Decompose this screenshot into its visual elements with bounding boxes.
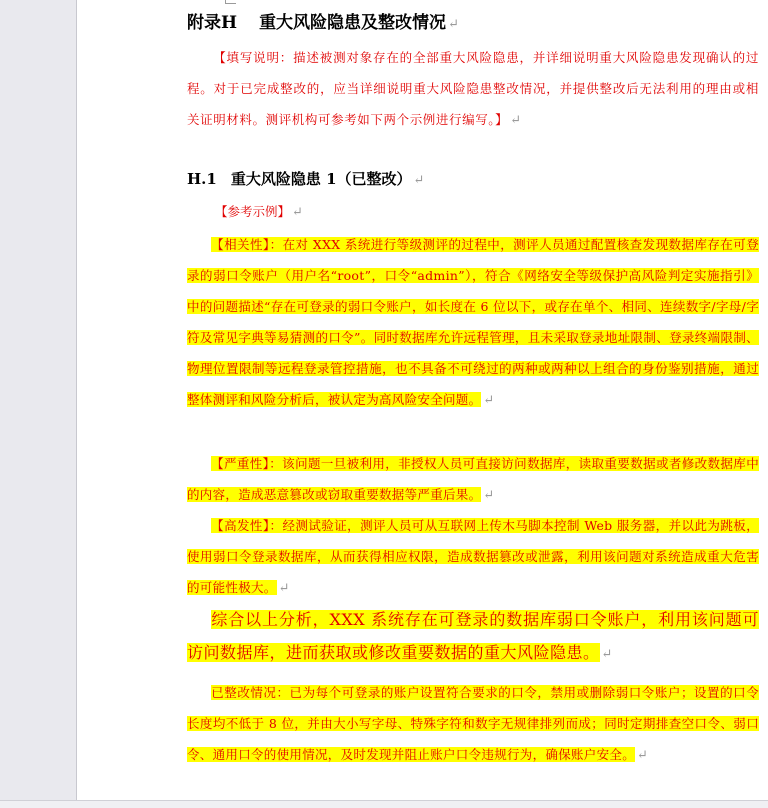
page-corner-mark xyxy=(225,0,236,4)
paragraph-mark-icon: ↵ xyxy=(483,393,495,408)
paragraph-mark-icon: ↵ xyxy=(483,488,495,503)
paragraph-mark-icon: ↵ xyxy=(413,173,425,188)
paragraph-mark-icon: ↵ xyxy=(637,748,649,763)
summary-paragraph[interactable] xyxy=(187,603,759,671)
section-heading[interactable] xyxy=(187,168,424,189)
fill-instruction-text: 【填写说明：描述被测对象存在的全部重大风险隐患，并详细说明重大风险隐患发现确认的过程。对于已完成整改的，应当详细说明重大风险隐患整改情况，并提供整改后无法利用的理由或相关证明材料。测评机构可参考如下两个示例进行编写。】 xyxy=(187,50,759,127)
summary-text: 综合以上分析，XXX 系统存在可登录的数据库弱口令账户，利用该问题可访问数据库，进而获取或修改重要数据的重大风险隐患。 xyxy=(187,610,759,662)
severity-text: 【严重性】：该问题一旦被利用，非授权人员可直接访问数据库，读取重要数据或者修改数据库中的内容，造成恶意篡改或窃取重要数据等严重后果。 xyxy=(187,456,759,502)
appendix-title: 重大风险隐患及整改情况 xyxy=(259,13,447,33)
paragraph-mark-icon: ↵ xyxy=(601,647,613,662)
paragraph-mark-icon: ↵ xyxy=(510,113,522,128)
likelihood-text: 【高发性】：经测试验证，测评人员可从互联网上传木马脚本控制 Web 服务器，并以此为跳板，使用弱口令登录数据库，从而获得相应权限，造成数据篡改或泄露，利用该问题对系统造成重大危害的可能性极大。 xyxy=(187,518,759,595)
fill-instruction[interactable] xyxy=(187,42,759,136)
section-title: 重大风险隐患 1（已整改） xyxy=(230,170,412,188)
left-margin-panel xyxy=(0,0,76,807)
likelihood-paragraph[interactable] xyxy=(187,510,759,604)
section-label: H.1 xyxy=(187,170,217,188)
reference-example-label[interactable]: 【参考示例】 ↵ xyxy=(215,204,303,220)
paragraph-mark-icon: ↵ xyxy=(292,205,303,220)
rectified-paragraph[interactable] xyxy=(187,677,759,771)
appendix-label: 附录H xyxy=(187,13,238,33)
document-page[interactable] xyxy=(76,0,768,807)
paragraph-mark-icon: ↵ xyxy=(448,17,459,32)
rectified-text: 已整改情况：已为每个可登录的账户设置符合要求的口令，禁用或删除弱口令账户；设置的口令长度均不低于 8 位，并由大小写字母、特殊字符和数字无规律排列而成；同时定期排查空口令、弱口令、通用口令的使用情况，及时发现并阻止账户口令违规行为，确保账户安全。 xyxy=(187,685,759,762)
appendix-heading[interactable] xyxy=(187,8,459,33)
relevance-text: 【相关性】：在对 XXX 系统进行等级测评的过程中，测评人员通过配置核查发现数据库存在可登录的弱口令账户（用户名“root”，口令“admin”），符合《网络安全等级保护高风险判定实施指引》中的问题描述“存在可登录的弱口令账户，如长度在 6 位以下，或存在单个、相同、连续数字/字母/字符及常见字典等易猜测的口令”。同时数据库允许远程管理，且未采取登录地址限制、登录终端限制、物理位置限制等远程登录管控措施，也不具备不可绕过的两种或两种以上组合的身份鉴别措施，通过整体测评和风险分析后，被认定为高风险安全问题。 xyxy=(187,237,759,407)
severity-paragraph[interactable] xyxy=(187,448,759,511)
relevance-paragraph[interactable] xyxy=(187,229,759,416)
paragraph-mark-icon: ↵ xyxy=(278,581,290,596)
